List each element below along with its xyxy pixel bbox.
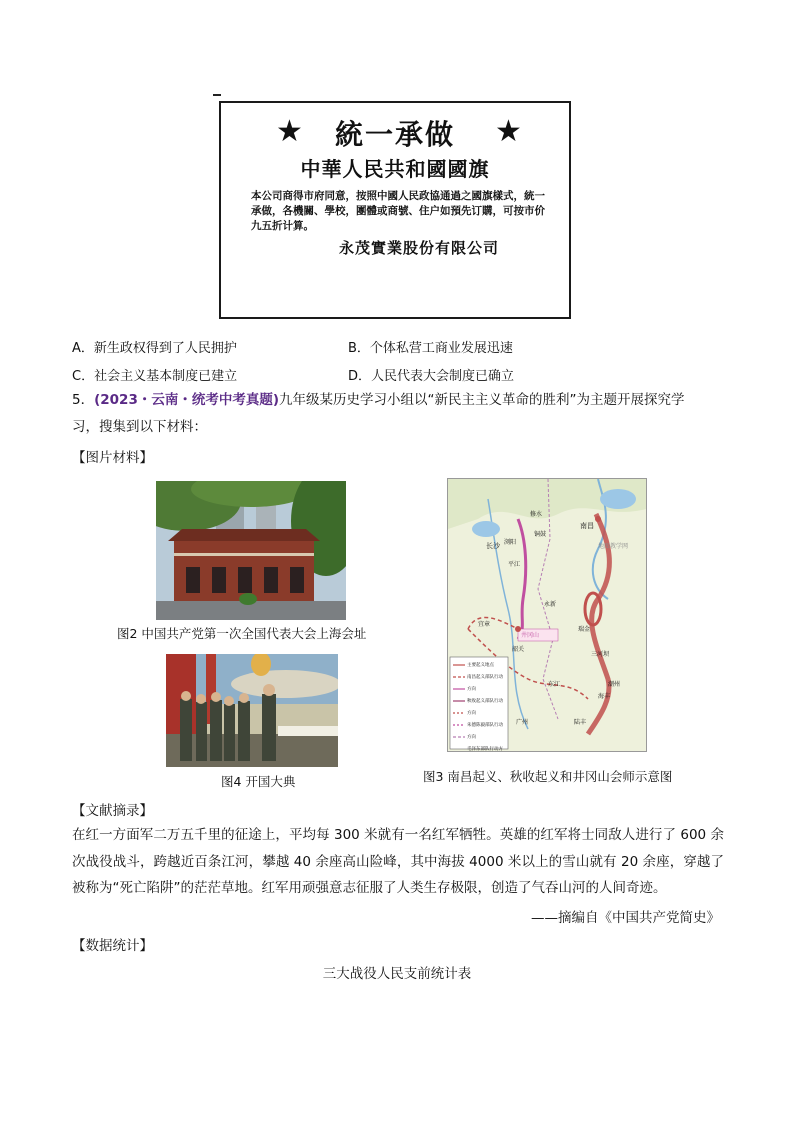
star-icon: ★ — [276, 114, 303, 149]
legend-entry: 毛泽东部队行动方 — [467, 747, 503, 752]
map-label-sanhe: 三河坝 — [591, 651, 610, 658]
map-label-changsha: 长沙 — [486, 542, 500, 550]
section-images: 【图片材料】 — [72, 450, 153, 466]
map-label-ruijin: 瑞金 — [578, 626, 591, 633]
map-label-yongxin: 永新 — [544, 601, 557, 608]
map-label-tonggu: 铜鼓 — [534, 531, 547, 538]
map-label-nanchang: 南昌 — [580, 522, 594, 530]
uprising-map — [447, 478, 647, 752]
map-label-liuyang: 浏阳 — [504, 539, 517, 546]
map-legend — [467, 660, 507, 752]
legend-entry: 朱德陈毅部队行动方向 — [467, 723, 503, 740]
section-statistics: 【数据统计】 — [72, 938, 153, 954]
map-label-xiushui: 修水 — [530, 511, 543, 518]
option-d: D．人民代表大会制度已确立 — [348, 369, 515, 384]
ad-corner-mark — [213, 94, 221, 96]
ad-company-name: 永茂實業股份有限公司 — [339, 239, 500, 257]
question-text-1: 九年级某历史学习小组以“新民主主义革命的胜利”为主题开展探究学 — [279, 392, 685, 408]
ad-title: 統一承做 — [334, 118, 455, 151]
founding-ceremony-photo — [166, 654, 338, 767]
ad-subtitle: 中華人民共和國國旗 — [300, 157, 490, 181]
ad-body-text: 本公司商得市府同意，按照中國人民政協通過之國旗樣式，統一承做，各機關、學校，團體或商號、住户如預先订購，可按市价九五折计算。 — [251, 190, 545, 232]
map-label-dongjiang: 东江 — [548, 681, 561, 688]
map-label-pingjiang: 平江 — [508, 561, 521, 568]
question-number: 5． — [72, 392, 95, 408]
map-label-guangzhou: 广州 — [516, 719, 529, 726]
star-icon: ★ — [495, 114, 522, 149]
option-a: A．新生政权得到了人民拥护 — [72, 341, 237, 356]
map-label-shaoguan: 韶关 — [512, 646, 525, 653]
question-line-1 — [72, 389, 732, 411]
question-source: (2023・云南・统考中考真题) — [94, 392, 280, 408]
legend-entry: 南昌起义部队行动方向 — [467, 675, 503, 692]
founding-ceremony-illustration — [166, 654, 338, 767]
legend-entry: 主要起义地点 — [467, 663, 494, 668]
figure-2-caption: 图2 中国共产党第一次全国代表大会上海会址 — [117, 626, 367, 641]
map-label-chaozhou: 潮州 — [608, 681, 621, 688]
document-excerpt: 在红一方面军二万五千里的征途上，平均每 300 米就有一名红军牺牲。英雄的红军将士同敌人进行了 600 余次战役战斗，跨越近百条江河，攀越 40 余座高山险峰，其中海拔 4000 米以上的雪山就有 20 余座，穿越了被称为“死亡陷阱”的茫茫草地。红军用顽强意志征服了人类生存极限，创造了气吞山河的人间奇迹。 — [72, 827, 724, 896]
statistics-table-title: 三大战役人民支前统计表 — [322, 966, 472, 982]
congress-site-illustration — [156, 481, 346, 620]
question-text-2: 习，搜集到以下材料： — [72, 419, 207, 435]
map-label-luhu: 陆丰 — [574, 719, 587, 726]
congress-site-photo — [156, 481, 346, 620]
map-watermark: 地图教学网 — [598, 543, 629, 550]
legend-entry: 秋收起义部队行动方向 — [467, 699, 503, 716]
figure-4-caption: 图4 开国大典 — [221, 774, 296, 789]
option-b: B．个体私营工商业发展迅速 — [348, 341, 513, 356]
map-label-haifeng: 海丰 — [598, 693, 611, 700]
flag-advertisement — [219, 101, 571, 319]
document-citation: ——摘编自《中国共产党简史》 — [531, 910, 720, 926]
section-documents: 【文献摘录】 — [72, 803, 153, 819]
map-label-yichun: 宜章 — [478, 621, 491, 628]
option-c: C．社会主义基本制度已建立 — [72, 369, 238, 384]
map-label-jinggangshan: 井冈山 — [521, 632, 540, 639]
figure-3-caption: 图3 南昌起义、秋收起义和井冈山会师示意图 — [423, 769, 673, 784]
